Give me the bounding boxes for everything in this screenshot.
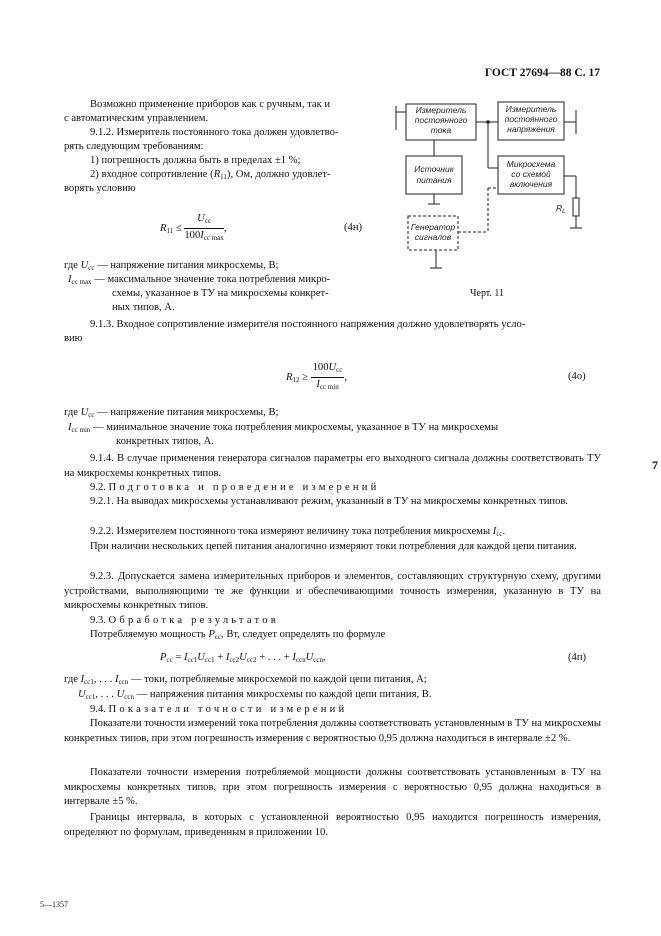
formula-4n-number: (4н) (344, 222, 363, 233)
p94-3: Границы интервала, в которых с установленной вероятностью 0,95 находится погрешность измерения, определяют по формулам, приведенным в приложении 10. (64, 812, 601, 838)
p93: Потребляемую мощность $P_{cc}$, Вт, следует определять по формуле (90, 629, 386, 641)
figure-caption: Черт. 11 (470, 288, 505, 299)
heading-9-2: 9.2. Подготовка и проведение измерений (90, 482, 380, 493)
resistor-rl (573, 198, 579, 216)
circuit-diagram (392, 92, 602, 278)
intro-line-2: с автоматическим управлением. (64, 113, 209, 124)
box2-label-2: постоянного (504, 114, 558, 124)
box2-label-1: Измеритель (505, 104, 557, 114)
p912-item-1: 1) погрешность должна быть в пределах ±1 %; (90, 155, 301, 166)
intro-line-1: Возможно применение приборов как с ручным, так и (90, 99, 331, 110)
heading-9-3: 9.3. Обработка результатов (90, 615, 279, 626)
where1-line-b3: ных типов, А. (112, 302, 175, 313)
where2-line-b: $I_{cc min}$ — минимальное значение тока потребления микросхемы, указанное в ТУ на микросхемы (68, 422, 499, 434)
formula-4o: $R_{12}$ ≥ $\frac{100U_{cc}}{I_{cc min}}$ , (286, 362, 348, 391)
where1-line-b: $I_{cc max}$ — максимальное значение тока потребления микро- (68, 274, 331, 286)
p912-line-2: рять следующим требованиям: (64, 141, 204, 152)
where2-line-b2: конкретных типов, А. (116, 436, 214, 447)
p94-1: Показатели точности измерений тока потребления должны соответствовать установленным в ТУ на микросхемы конкретных типов, при этом погрешность измерения с вероятностью 0,95 должна находиться в интервале ±2 %. (64, 718, 601, 744)
p922-2: При наличии нескольких цепей питания аналогично измеряют токи потребления для каждой цепи питания. (90, 541, 577, 552)
box5-label-2: сигналов (414, 232, 452, 242)
formula-4p-number: (4п) (568, 652, 587, 663)
formula-4o-number: (4о) (568, 371, 586, 382)
page-footer: 5—1357 (40, 900, 68, 909)
p923: 9.2.3. Допускается замена измерительных приборов и элементов, составляющих структурную схему, другими устройствами, выполняющими те же функции и обеспечивающими точность измерения, указанную в ТУ на микросхемы конкретных типов. (64, 571, 601, 612)
where3-line-a: где $I_{cc1}$, . . . $I_{ccn}$ — токи, потребляемые микросхемой по каждой цепи питания, А; (64, 674, 427, 686)
where3-line-b: $U_{cc1}$, . . . $U_{ccn}$ — напряжения питания микросхемы по каждой цепи питания, В. (78, 689, 432, 701)
box1-label-2: постоянного (414, 115, 468, 125)
p922: 9.2.2. Измерителем постоянного тока измеряют величину тока потребления микросхемы $I_{cc}$. (90, 526, 506, 538)
p913-line-2: вию (64, 333, 83, 344)
box1-label-1: Измеритель (415, 105, 467, 115)
box4-label-2: со схемой (511, 169, 551, 179)
box4-label-3: включения (509, 179, 553, 189)
box2-label-3: напряжения (507, 124, 555, 134)
where1-line-b2: схемы, указанное в ТУ на микросхемы конкрет- (112, 288, 329, 299)
margin-mark: 7 (652, 458, 658, 472)
formula-4p: $P_{cc} = I_{cc1}U_{cc1} + I_{cc2}U_{cc2}$ + . . . + $I_{ccn}U_{ccn}$, (160, 652, 326, 664)
where1-line-a: где $U_{cc}$ — напряжение питания микросхемы, В; (64, 260, 279, 272)
box1-label-3: тока (430, 125, 452, 135)
box3-label-2: питания (416, 175, 452, 185)
p94-2: Показатели точности измерения потребляемой мощности должны соответствовать установленным в ТУ на микросхемы конкретных типов, при этом погрешность измерения с вероятностью 0,95 должна находиться в интервале ±5 %. (64, 767, 601, 808)
p912-line-1: 9.1.2. Измеритель постоянного тока должен удовлетво- (90, 127, 339, 138)
box3-label-1: Источник (414, 164, 454, 174)
box5-label-1: Генератор (410, 222, 456, 232)
p914: 9.1.4. В случае применения генератора сигналов параметры его выходного сигнала должны соответствовать ТУ на микросхемы конкретных типов. (64, 453, 601, 479)
heading-9-4: 9.4. Показатели точности измерений (90, 704, 348, 715)
p912-item-2-cont: ворять условию (64, 183, 136, 194)
p913-line-1: 9.1.3. Входное сопротивление измерителя постоянного напряжения должно удовлетворять усло- (90, 319, 526, 330)
rl-label: $R_L$ (556, 203, 566, 215)
p921: 9.2.1. На выводах микросхемы устанавливают режим, указанный в ТУ на микросхемы конкретных типов. (90, 496, 569, 507)
box4-label-1: Микросхема (506, 159, 556, 169)
page-header: ГОСТ 27694—88 С. 17 (484, 67, 600, 79)
where2-line-a: где $U_{cc}$ — напряжение питания микросхемы, В; (64, 407, 279, 419)
formula-4n: $R_{11}$ ≤ $\frac{U_{cc}}{100I_{cc max}}$ , (160, 213, 227, 242)
p912-item-2: 2) входное сопротивление $(R_{11})$, Ом, должно удовлет- (90, 169, 331, 181)
